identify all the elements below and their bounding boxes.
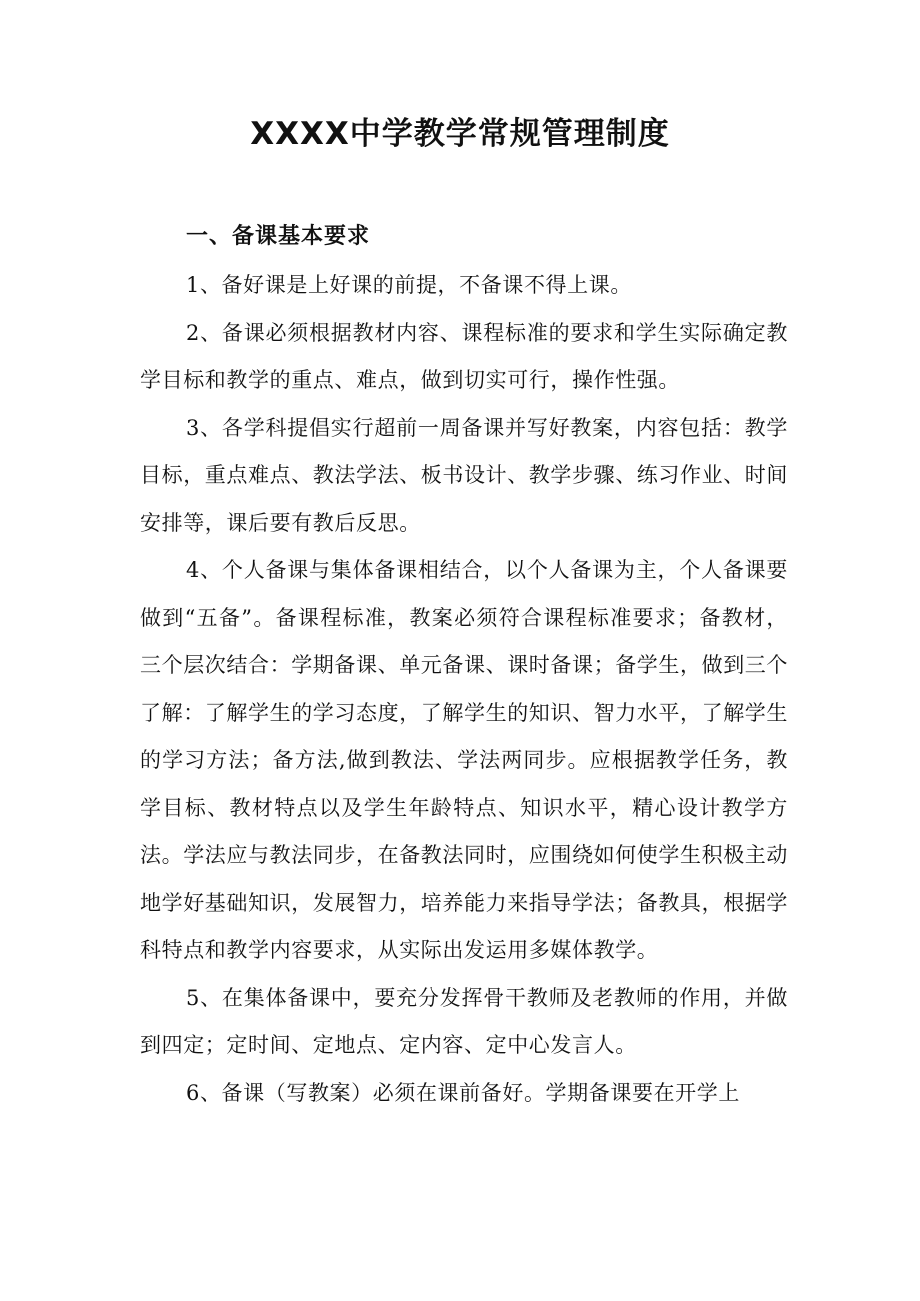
paragraph-4: 4、个人备课与集体备课相结合，以个人备课为主，个人备课要做到“五备”。备课程标准，教案必须符合课程标准要求；备教材，三个层次结合：学期备课、单元备课、课时备课；备学生，做到三个了解：了解学生的学习态度，了解学生的知识、智力水平，了解学生的学习方法；备方法,做到教法、学法两同步。应根据教学任务，教学目标、教材特点以及学生年龄特点、知识水平，精心设计教学方法。学法应与教法同步，在备教法同时，应围绕如何使学生积极主动地学好基础知识，发展智力，培养能力来指导学法；备教具，根据学科特点和教学内容要求，从实际出发运用多媒体教学。: [140, 558, 788, 962]
paragraph-2: 2、备课必须根据教材内容、课程标准的要求和学生实际确定教学目标和教学的重点、难点，做到切实可行，操作性强。: [140, 320, 788, 392]
paragraph-3: 3、各学科提倡实行超前一周备课并写好教案，内容包括：教学目标，重点难点、教法学法、板书设计、教学步骤、练习作业、时间安排等，课后要有教后反思。: [140, 415, 788, 535]
paragraph-6: 6、备课（写教案）必须在课前备好。学期备课要在开学上: [186, 1080, 740, 1105]
document-body: [140, 262, 788, 1117]
document-title: XXXX中学教学常规管理制度: [250, 116, 670, 152]
paragraph-1: 1、备好课是上好课的前提，不备课不得上课。: [186, 273, 632, 297]
section-heading: 一、备课基本要求: [186, 224, 371, 249]
paragraph-5: 5、在集体备课中，要充分发挥骨干教师及老教师的作用，并做到四定；定时间、定地点、定内容、定中心发言人。: [140, 985, 788, 1057]
